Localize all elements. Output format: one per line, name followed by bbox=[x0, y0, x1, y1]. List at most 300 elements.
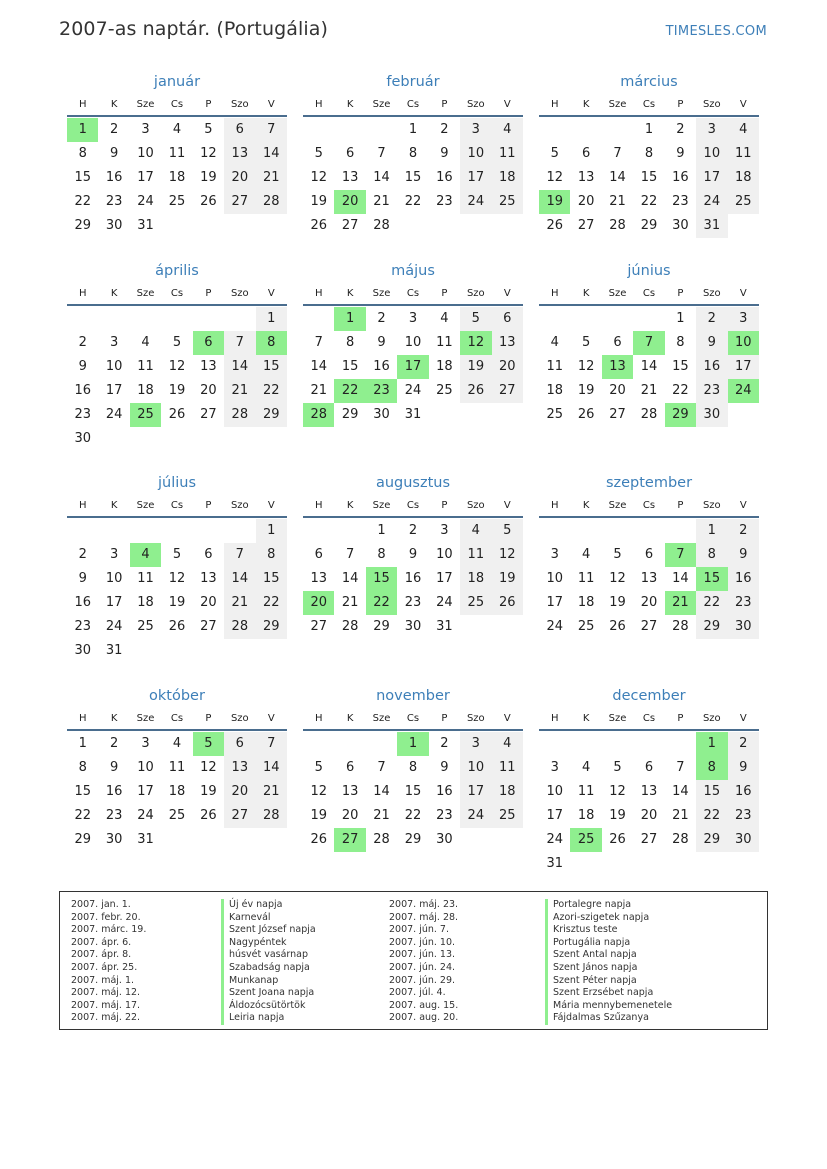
day-cell: 24 bbox=[436, 595, 453, 610]
day-cell: 14 bbox=[224, 567, 255, 591]
holiday-day-cell: 15 bbox=[696, 567, 727, 591]
empty-cell bbox=[334, 519, 365, 543]
day-cell: 18 bbox=[168, 784, 186, 799]
month-name: augusztus bbox=[375, 475, 451, 491]
month-name: január bbox=[153, 74, 201, 90]
day-cell: 14 bbox=[373, 170, 390, 185]
days-grid bbox=[303, 118, 523, 238]
day-cell: 5 bbox=[172, 335, 182, 350]
day-cell: 20 bbox=[577, 194, 595, 209]
day-cell: 29 bbox=[256, 403, 287, 427]
day-cell: 22 bbox=[74, 194, 91, 209]
day-cell: 18 bbox=[137, 383, 154, 398]
day-cell: 23 bbox=[436, 194, 453, 209]
month-name: július bbox=[157, 475, 197, 491]
day-cell: 19 bbox=[200, 784, 217, 799]
month-augusztus bbox=[303, 473, 523, 686]
weekday-label: P bbox=[677, 713, 684, 724]
day-cell: 20 bbox=[640, 808, 658, 823]
weekday-label: H bbox=[314, 288, 323, 299]
day-cell: 28 bbox=[640, 407, 658, 422]
day-cell: 21 bbox=[224, 379, 255, 403]
day-cell: 20 bbox=[200, 383, 217, 398]
day-cell: 22 bbox=[256, 379, 287, 403]
weekday-label: Szo bbox=[466, 288, 485, 299]
day-cell: 19 bbox=[609, 808, 626, 823]
day-cell: 17 bbox=[105, 595, 123, 610]
weekday-label: H bbox=[314, 713, 323, 724]
weekday-label: V bbox=[739, 500, 747, 511]
day-cell: 3 bbox=[141, 736, 150, 751]
legend-date: 2007. jún. 29. bbox=[389, 974, 456, 986]
day-cell: 6 bbox=[204, 547, 213, 562]
empty-cell bbox=[570, 519, 601, 543]
weekday-label: H bbox=[314, 500, 323, 511]
day-cell: 20 bbox=[609, 383, 626, 398]
day-cell: 3 bbox=[728, 307, 759, 331]
holiday-day-cell: 27 bbox=[334, 828, 365, 852]
day-cell: 28 bbox=[256, 804, 287, 828]
weekday-label: Szo bbox=[230, 99, 249, 110]
day-cell: 7 bbox=[224, 543, 255, 567]
weekday-label: Sze bbox=[372, 500, 391, 511]
day-cell: 19 bbox=[200, 170, 217, 185]
day-cell: 5 bbox=[314, 146, 323, 161]
day-cell: 11 bbox=[137, 359, 154, 374]
weekday-label: H bbox=[314, 99, 323, 110]
empty-cell bbox=[334, 732, 365, 756]
day-cell: 31 bbox=[436, 619, 453, 634]
empty-cell bbox=[161, 307, 192, 331]
holiday-day-cell: 13 bbox=[602, 355, 633, 379]
day-cell: 24 bbox=[460, 190, 491, 214]
weekday-label: P bbox=[441, 500, 448, 511]
day-cell: 26 bbox=[609, 619, 626, 634]
day-cell: 31 bbox=[137, 832, 154, 847]
days-grid bbox=[303, 307, 523, 427]
day-cell: 10 bbox=[436, 547, 453, 562]
day-cell: 15 bbox=[696, 780, 727, 804]
holiday-day-cell: 12 bbox=[460, 331, 491, 355]
empty-cell bbox=[539, 732, 570, 756]
legend-name-column bbox=[221, 899, 316, 1025]
day-cell: 24 bbox=[137, 808, 154, 823]
day-cell: 20 bbox=[640, 595, 658, 610]
month-január bbox=[67, 72, 287, 261]
day-cell: 17 bbox=[105, 383, 123, 398]
day-cell: 12 bbox=[200, 760, 217, 775]
holiday-day-cell: 15 bbox=[366, 567, 397, 591]
legend-date: 2007. jún. 7. bbox=[389, 924, 450, 936]
day-cell: 10 bbox=[404, 335, 422, 350]
legend-date: 2007. jún. 24. bbox=[389, 961, 456, 973]
day-cell: 16 bbox=[436, 170, 453, 185]
weekday-label: Szo bbox=[702, 288, 721, 299]
weekday-label: P bbox=[441, 288, 448, 299]
legend-date-column bbox=[389, 899, 458, 1025]
day-cell: 14 bbox=[341, 571, 359, 586]
weekday-label: Szo bbox=[466, 500, 485, 511]
day-cell: 5 bbox=[613, 760, 622, 775]
weekday-header bbox=[67, 706, 287, 731]
day-cell: 13 bbox=[341, 784, 359, 799]
legend-holiday-name: Áldozócsütörtök bbox=[221, 1000, 316, 1013]
holiday-day-cell: 10 bbox=[728, 331, 759, 355]
day-cell: 21 bbox=[609, 194, 626, 209]
weekday-label: P bbox=[441, 713, 448, 724]
weekday-header bbox=[539, 706, 759, 731]
day-cell: 27 bbox=[640, 832, 658, 847]
weekday-header bbox=[67, 92, 287, 117]
day-cell: 23 bbox=[728, 591, 759, 615]
day-cell: 19 bbox=[310, 808, 327, 823]
day-cell: 22 bbox=[696, 804, 727, 828]
day-cell: 22 bbox=[696, 591, 727, 615]
legend-holiday-name: Szent Erzsébet napja bbox=[545, 987, 672, 1000]
legend-holiday-name: Szabadság napja bbox=[221, 962, 316, 975]
day-cell: 4 bbox=[141, 335, 150, 350]
day-cell: 22 bbox=[404, 194, 422, 209]
day-cell: 11 bbox=[546, 359, 563, 374]
month-name: március bbox=[620, 74, 678, 90]
day-cell: 19 bbox=[609, 595, 626, 610]
day-cell: 30 bbox=[728, 615, 759, 639]
month-name: október bbox=[149, 688, 205, 704]
day-cell: 15 bbox=[672, 359, 689, 374]
legend-date: 2007. máj. 17. bbox=[71, 999, 141, 1011]
day-cell: 28 bbox=[672, 619, 689, 634]
day-cell: 12 bbox=[577, 359, 595, 374]
day-cell: 10 bbox=[696, 142, 727, 166]
day-cell: 30 bbox=[672, 218, 689, 233]
legend-date: 2007. júl. 4. bbox=[389, 987, 446, 999]
day-cell: 23 bbox=[404, 595, 422, 610]
weekday-label: Sze bbox=[608, 500, 627, 511]
day-cell: 28 bbox=[341, 619, 359, 634]
day-cell: 10 bbox=[137, 146, 154, 161]
weekday-label: V bbox=[739, 713, 747, 724]
day-cell: 26 bbox=[200, 808, 217, 823]
weekday-label: V bbox=[267, 500, 275, 511]
day-cell: 6 bbox=[314, 547, 323, 562]
holiday-day-cell: 8 bbox=[256, 331, 287, 355]
day-cell: 3 bbox=[696, 118, 727, 142]
day-cell: 6 bbox=[224, 118, 255, 142]
weekday-label: Sze bbox=[372, 713, 391, 724]
day-cell: 6 bbox=[224, 732, 255, 756]
day-cell: 5 bbox=[172, 547, 182, 562]
day-cell: 7 bbox=[314, 335, 323, 350]
empty-cell bbox=[602, 118, 633, 142]
day-cell: 2 bbox=[78, 547, 87, 562]
holiday-day-cell: 22 bbox=[334, 379, 365, 403]
weekday-header bbox=[539, 92, 759, 117]
day-cell: 22 bbox=[256, 591, 287, 615]
day-cell: 30 bbox=[404, 619, 422, 634]
day-cell: 18 bbox=[492, 166, 523, 190]
day-cell: 9 bbox=[440, 146, 449, 161]
day-cell: 30 bbox=[728, 828, 759, 852]
weekday-label: H bbox=[550, 500, 559, 511]
weekday-header bbox=[539, 493, 759, 518]
day-cell: 8 bbox=[676, 335, 685, 350]
day-cell: 17 bbox=[546, 595, 563, 610]
empty-cell bbox=[633, 307, 664, 331]
empty-cell bbox=[602, 519, 633, 543]
holiday-day-cell: 1 bbox=[696, 732, 727, 756]
weekday-label: K bbox=[346, 288, 354, 299]
day-cell: 21 bbox=[310, 383, 327, 398]
day-cell: 16 bbox=[404, 571, 422, 586]
empty-cell bbox=[539, 118, 570, 142]
day-cell: 7 bbox=[256, 118, 287, 142]
day-cell: 21 bbox=[373, 194, 390, 209]
empty-cell bbox=[570, 307, 601, 331]
weekday-label: V bbox=[503, 99, 511, 110]
holiday-day-cell: 25 bbox=[570, 828, 601, 852]
day-cell: 29 bbox=[696, 828, 727, 852]
day-cell: 30 bbox=[74, 431, 91, 446]
weekday-label: H bbox=[550, 288, 559, 299]
day-cell: 4 bbox=[550, 335, 559, 350]
day-cell: 13 bbox=[224, 756, 255, 780]
day-cell: 16 bbox=[436, 784, 453, 799]
weekday-label: V bbox=[503, 288, 511, 299]
legend-holiday-name: Szent József napja bbox=[221, 924, 316, 937]
day-cell: 11 bbox=[137, 571, 154, 586]
day-cell: 14 bbox=[256, 756, 287, 780]
holiday-day-cell: 28 bbox=[303, 403, 334, 427]
days-grid bbox=[67, 118, 287, 238]
weekday-label: Szo bbox=[230, 288, 249, 299]
day-cell: 22 bbox=[672, 383, 689, 398]
day-cell: 23 bbox=[105, 194, 123, 209]
day-cell: 31 bbox=[546, 856, 563, 871]
calendar-grid bbox=[67, 72, 761, 896]
day-cell: 17 bbox=[728, 355, 759, 379]
day-cell: 8 bbox=[256, 543, 287, 567]
day-cell: 16 bbox=[696, 355, 727, 379]
day-cell: 8 bbox=[78, 760, 87, 775]
day-cell: 26 bbox=[200, 194, 217, 209]
day-cell: 7 bbox=[613, 146, 622, 161]
weekday-label: V bbox=[267, 713, 275, 724]
day-cell: 17 bbox=[460, 166, 491, 190]
weekday-label: Sze bbox=[372, 288, 391, 299]
day-cell: 5 bbox=[460, 307, 491, 331]
day-cell: 26 bbox=[168, 619, 186, 634]
empty-cell bbox=[633, 732, 664, 756]
holiday-day-cell: 21 bbox=[665, 591, 696, 615]
holiday-day-cell: 1 bbox=[397, 732, 428, 756]
day-cell: 19 bbox=[460, 355, 491, 379]
day-cell: 24 bbox=[105, 619, 123, 634]
day-cell: 29 bbox=[74, 218, 91, 233]
holiday-day-cell: 20 bbox=[303, 591, 334, 615]
day-cell: 21 bbox=[224, 591, 255, 615]
day-cell: 22 bbox=[74, 808, 91, 823]
day-cell: 19 bbox=[168, 595, 186, 610]
day-cell: 2 bbox=[728, 519, 759, 543]
legend-date: 2007. máj. 28. bbox=[389, 911, 459, 923]
day-cell: 23 bbox=[436, 808, 453, 823]
day-cell: 5 bbox=[613, 547, 622, 562]
weekday-label: V bbox=[267, 99, 275, 110]
day-cell: 6 bbox=[345, 760, 355, 775]
day-cell: 11 bbox=[168, 146, 186, 161]
brand-logo[interactable]: TIMESLES.COM bbox=[665, 24, 767, 39]
day-cell: 20 bbox=[200, 595, 217, 610]
weekday-label: Szo bbox=[466, 99, 485, 110]
day-cell: 12 bbox=[168, 359, 186, 374]
weekday-header bbox=[539, 281, 759, 306]
weekday-label: Cs bbox=[406, 99, 420, 110]
legend-date: 2007. máj. 22. bbox=[71, 1012, 141, 1024]
day-cell: 10 bbox=[105, 359, 123, 374]
day-cell: 8 bbox=[644, 146, 654, 161]
weekday-label: P bbox=[441, 99, 448, 110]
day-cell: 26 bbox=[546, 218, 563, 233]
weekday-label: K bbox=[346, 99, 354, 110]
day-cell: 31 bbox=[696, 214, 727, 238]
day-cell: 14 bbox=[256, 142, 287, 166]
day-cell: 9 bbox=[109, 146, 119, 161]
day-cell: 2 bbox=[377, 311, 386, 326]
legend-holiday-name: Mária mennybemenetele bbox=[545, 1000, 672, 1013]
day-cell: 16 bbox=[105, 170, 123, 185]
day-cell: 10 bbox=[105, 571, 123, 586]
day-cell: 28 bbox=[224, 403, 255, 427]
day-cell: 6 bbox=[581, 146, 591, 161]
day-cell: 9 bbox=[78, 571, 87, 586]
empty-cell bbox=[98, 307, 129, 331]
empty-cell bbox=[67, 519, 98, 543]
day-cell: 10 bbox=[137, 760, 154, 775]
day-cell: 17 bbox=[137, 170, 154, 185]
legend-date-column bbox=[71, 899, 146, 1025]
day-cell: 29 bbox=[373, 619, 390, 634]
day-cell: 27 bbox=[200, 619, 217, 634]
day-cell: 29 bbox=[640, 218, 658, 233]
day-cell: 21 bbox=[672, 808, 689, 823]
day-cell: 3 bbox=[141, 122, 150, 137]
day-cell: 11 bbox=[492, 142, 523, 166]
day-cell: 4 bbox=[492, 732, 523, 756]
day-cell: 7 bbox=[377, 146, 386, 161]
holiday-day-cell: 22 bbox=[366, 591, 397, 615]
day-cell: 12 bbox=[546, 170, 563, 185]
day-cell: 23 bbox=[105, 808, 123, 823]
day-cell: 11 bbox=[436, 335, 453, 350]
weekday-label: H bbox=[78, 288, 87, 299]
day-cell: 2 bbox=[440, 122, 449, 137]
weekday-label: K bbox=[582, 713, 590, 724]
month-július bbox=[67, 473, 287, 686]
day-cell: 21 bbox=[256, 166, 287, 190]
weekday-header bbox=[303, 493, 523, 518]
day-cell: 18 bbox=[546, 383, 563, 398]
day-cell: 9 bbox=[728, 756, 759, 780]
holiday-day-cell: 5 bbox=[193, 732, 224, 756]
day-cell: 23 bbox=[728, 804, 759, 828]
day-cell: 19 bbox=[310, 194, 327, 209]
weekday-label: Szo bbox=[466, 713, 485, 724]
day-cell: 25 bbox=[168, 194, 186, 209]
day-cell: 29 bbox=[404, 832, 422, 847]
day-cell: 11 bbox=[577, 571, 595, 586]
weekday-label: H bbox=[550, 713, 559, 724]
day-cell: 3 bbox=[550, 760, 559, 775]
day-cell: 2 bbox=[728, 732, 759, 756]
day-cell: 17 bbox=[436, 571, 453, 586]
weekday-label: Cs bbox=[642, 99, 656, 110]
legend-holiday-name: Szent Joana napja bbox=[221, 987, 316, 1000]
day-cell: 27 bbox=[341, 218, 359, 233]
legend-holiday-name: Leiria napja bbox=[221, 1012, 316, 1025]
holiday-day-cell: 23 bbox=[366, 379, 397, 403]
empty-cell bbox=[366, 732, 397, 756]
weekday-label: Sze bbox=[136, 99, 155, 110]
legend-holiday-name: Szent Péter napja bbox=[545, 975, 672, 988]
day-cell: 13 bbox=[577, 170, 595, 185]
day-cell: 4 bbox=[492, 118, 523, 142]
day-cell: 4 bbox=[440, 311, 449, 326]
month-name: február bbox=[386, 74, 440, 90]
day-cell: 4 bbox=[172, 122, 182, 137]
day-cell: 17 bbox=[460, 780, 491, 804]
day-cell: 7 bbox=[377, 760, 386, 775]
empty-cell bbox=[161, 519, 192, 543]
holiday-day-cell: 7 bbox=[665, 543, 696, 567]
holiday-day-cell: 20 bbox=[334, 190, 365, 214]
month-április bbox=[67, 261, 287, 473]
empty-cell bbox=[539, 307, 570, 331]
day-cell: 27 bbox=[224, 190, 255, 214]
day-cell: 18 bbox=[137, 595, 154, 610]
month-name: június bbox=[627, 263, 671, 279]
weekday-label: K bbox=[110, 288, 118, 299]
page-title: 2007-as naptár. (Portugália) bbox=[59, 18, 329, 40]
day-cell: 13 bbox=[200, 359, 217, 374]
legend-date: 2007. aug. 20. bbox=[389, 1012, 459, 1024]
day-cell: 26 bbox=[492, 591, 523, 615]
weekday-label: V bbox=[739, 99, 747, 110]
empty-cell bbox=[334, 118, 365, 142]
empty-cell bbox=[98, 519, 129, 543]
day-cell: 14 bbox=[672, 784, 689, 799]
day-cell: 12 bbox=[609, 784, 626, 799]
day-cell: 26 bbox=[460, 379, 491, 403]
day-cell: 14 bbox=[373, 784, 390, 799]
day-cell: 20 bbox=[224, 780, 255, 804]
day-cell: 24 bbox=[460, 804, 491, 828]
day-cell: 25 bbox=[728, 190, 759, 214]
day-cell: 20 bbox=[224, 166, 255, 190]
empty-cell bbox=[303, 519, 334, 543]
empty-cell bbox=[193, 307, 224, 331]
legend-date: 2007. aug. 15. bbox=[389, 999, 459, 1011]
day-cell: 13 bbox=[310, 571, 327, 586]
days-grid bbox=[539, 307, 759, 427]
day-cell: 28 bbox=[256, 190, 287, 214]
weekday-label: K bbox=[346, 500, 354, 511]
weekday-header bbox=[303, 706, 523, 731]
weekday-label: Szo bbox=[230, 500, 249, 511]
day-cell: 25 bbox=[137, 619, 154, 634]
weekday-label: K bbox=[582, 500, 590, 511]
day-cell: 18 bbox=[436, 359, 453, 374]
day-cell: 2 bbox=[408, 523, 418, 538]
